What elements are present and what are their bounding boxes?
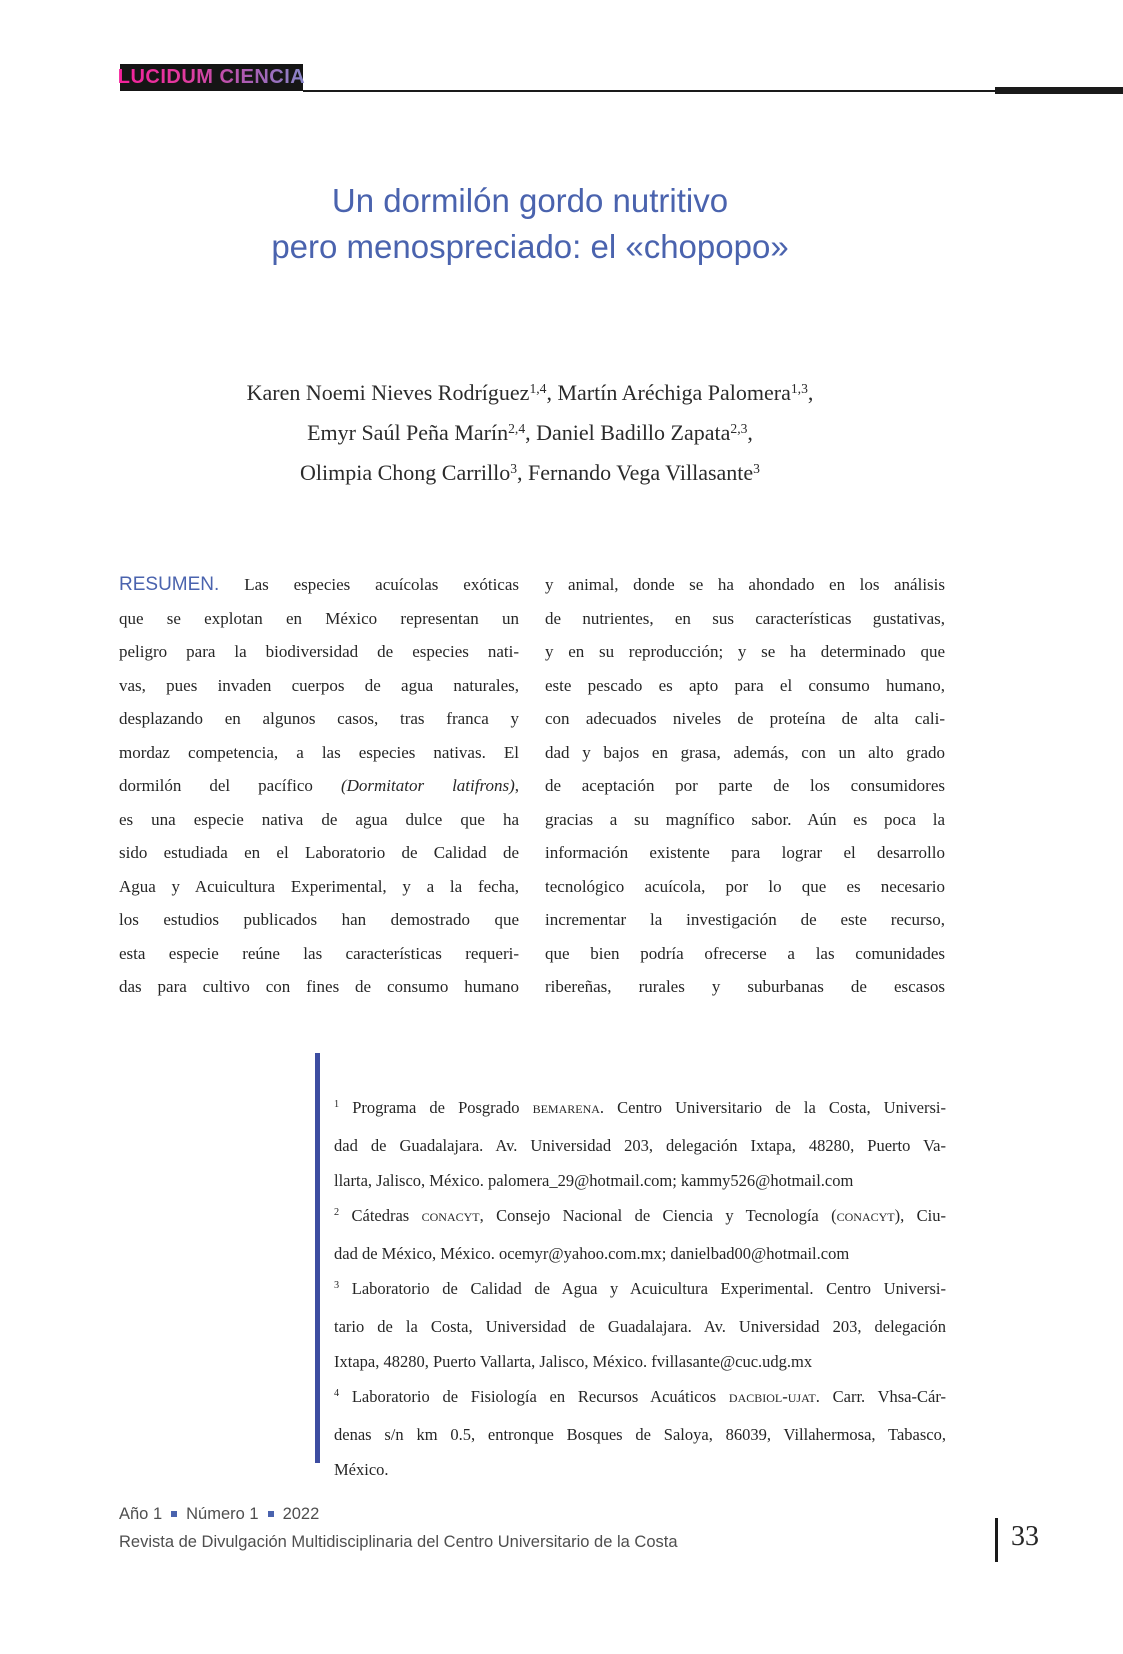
text-segment: ), Ciu- — [894, 1206, 946, 1225]
abstract-column-left — [119, 568, 519, 1004]
abstract-line: desplazando en algunos casos, tras franca y — [119, 709, 519, 728]
article-title — [119, 178, 941, 270]
text-segment: , — [514, 776, 519, 795]
bullet-square-icon — [268, 1511, 274, 1517]
text-segment: Olimpia Chong Carrillo — [300, 460, 511, 485]
journal-name: Revista de Divulgación Multidisciplinaria del Centro Universitario de la Costa — [119, 1533, 678, 1551]
abstract-line: de nutrientes, en sus características gustativas, — [545, 608, 945, 628]
abstract-line: que se explotan en México representan un — [119, 608, 519, 628]
footnote-line: denas s/n km 0.5, entronque Bosques de Saloya, 86039, Villahermosa, Tabasco, — [334, 1425, 946, 1444]
abstract-line: de aceptación por parte de los consumidores — [545, 776, 945, 795]
text-segment-sc: conacyt — [836, 1206, 895, 1225]
article-title-line: pero menospreciado: el «chopopo» — [271, 228, 789, 265]
journal-logo-text: LUCIDUM CIENCIA — [117, 66, 306, 88]
text-segment-sup: 2,4 — [508, 420, 526, 436]
text-segment-sup: 3 — [510, 460, 518, 476]
text-segment-label: RESUMEN. — [119, 574, 220, 595]
issue-info — [119, 1502, 678, 1526]
issue-date: 2022 — [282, 1505, 320, 1523]
abstract-line: ribereñas, rurales y suburbanas de escasos — [545, 977, 945, 996]
abstract-line: tecnológico acuícola, por lo que es necesario — [545, 876, 945, 896]
footnote-line: tario de la Costa, Universidad de Guadalajara. Av. Universidad 203, delegación — [334, 1317, 946, 1336]
text-segment-i: (Dormitator latifrons) — [340, 776, 515, 795]
text-segment: , Martín Aréchiga Palomera — [546, 380, 791, 405]
footnote-line: llarta, Jalisco, México. palomera_29@hotmail.com; kammy526@hotmail.com — [334, 1171, 854, 1190]
journal-logo — [117, 64, 306, 91]
abstract-line: incrementar la investigación de este recurso, — [545, 910, 945, 929]
text-segment: Emyr Saúl Peña Marín — [307, 420, 509, 445]
abstract-line: es una especie nativa de agua dulce que ha — [119, 809, 519, 829]
text-segment: Las especies acuícolas exóticas — [219, 575, 519, 594]
text-segment-sc: bemarena — [532, 1098, 600, 1117]
text-segment-sup: 3 — [753, 460, 760, 476]
text-segment: Programa de Posgrado — [339, 1098, 533, 1117]
author-line — [119, 454, 941, 494]
header-rule-accent — [995, 87, 1123, 94]
author-line — [119, 374, 941, 414]
abstract-line: con adecuados niveles de proteína de alta cali- — [545, 709, 945, 728]
abstract-line: Agua y Acuicultura Experimental, y a la fecha, — [119, 876, 519, 896]
abstract-line: gracias a su magnífico sabor. Aún es poca la — [545, 809, 945, 829]
abstract-line: mordaz competencia, a las especies nativas. El — [119, 742, 519, 762]
article-title-line: Un dormilón gordo nutritivo — [331, 182, 729, 219]
abstract-line: das para cultivo con fines de consumo humano — [119, 977, 519, 996]
abstract-line: dad y bajos en grasa, además, con un alto grado — [545, 742, 945, 762]
text-segment-sup: 3 — [334, 1280, 340, 1292]
text-segment: , Fernando Vega Villasante — [517, 460, 754, 485]
text-segment-sc: dacbiol-ujat — [728, 1387, 816, 1406]
footnotes-bar — [315, 1053, 320, 1463]
abstract-line: este pescado es apto para el consumo humano, — [545, 675, 945, 695]
text-segment: Laboratorio de Calidad de Agua y Acuicultura Experimental. Centro Universi- — [339, 1279, 946, 1298]
text-segment-sup: 2,3 — [730, 420, 748, 436]
text-segment-sc: conacyt — [421, 1206, 480, 1225]
abstract-line — [119, 769, 519, 803]
text-segment-sup: 1 — [334, 1099, 340, 1111]
footnote-line: México. — [334, 1460, 389, 1479]
abstract-line: vas, pues invaden cuerpos de agua naturales, — [119, 675, 519, 695]
abstract-line: y en su reproducción; y se ha determinado que — [545, 642, 945, 661]
bullet-square-icon — [171, 1511, 177, 1517]
text-segment: Cátedras — [339, 1206, 422, 1225]
page-number-bar — [995, 1518, 998, 1562]
footnote-line — [334, 1090, 946, 1128]
abstract-line: sido estudiada en el Laboratorio de Calidad de — [119, 843, 519, 862]
text-segment: Karen Noemi Nieves Rodríguez — [246, 380, 530, 405]
footnote-line: Ixtapa, 48280, Puerto Vallarta, Jalisco, México. fvillasante@cuc.udg.mx — [334, 1352, 813, 1371]
abstract-line: información existente para lograr el desarrollo — [545, 843, 945, 862]
footnotes — [334, 1090, 946, 1487]
footnote-line: dad de Guadalajara. Av. Universidad 203, delegación Ixtapa, 48280, Puerto Va- — [334, 1136, 946, 1155]
text-segment-sup: 1,3 — [790, 380, 808, 396]
footnote-line: dad de México, México. ocemyr@yahoo.com.mx; danielbad00@hotmail.com — [334, 1244, 850, 1263]
text-segment: . Centro Universitario de la Costa, Universi- — [599, 1098, 947, 1117]
footnote-line — [334, 1198, 946, 1236]
issue-number: Número 1 — [186, 1505, 259, 1523]
abstract-line: esta especie reúne las características requeri- — [119, 943, 519, 963]
abstract-line: que bien podría ofrecerse a las comunidades — [545, 943, 945, 963]
text-segment: , — [747, 420, 753, 445]
abstract-line — [119, 568, 519, 602]
masthead — [117, 64, 1123, 98]
text-segment-sup: 2 — [334, 1207, 340, 1219]
abstract-column-right — [545, 568, 945, 1004]
footnote-line — [334, 1271, 946, 1309]
text-segment: Laboratorio de Fisiología en Recursos Acuáticos — [339, 1387, 729, 1406]
issue-year: Año 1 — [119, 1505, 163, 1523]
author-line — [119, 414, 941, 454]
footnote-line — [334, 1379, 946, 1417]
page-footer — [119, 1502, 678, 1554]
page-number: 33 — [1011, 1521, 1039, 1552]
text-segment: , — [807, 380, 814, 405]
text-segment: , Daniel Badillo Zapata — [525, 420, 731, 445]
abstract-line: los estudios publicados han demostrado que — [119, 910, 519, 929]
text-segment: . Carr. Vhsa-Cár- — [815, 1387, 946, 1406]
text-segment: , Consejo Nacional de Ciencia y Tecnología ( — [479, 1206, 837, 1225]
abstract-line: y animal, donde se ha ahondado en los análisis — [545, 575, 945, 594]
abstract-line: peligro para la biodiversidad de especies nati- — [119, 642, 519, 661]
authors — [119, 374, 941, 494]
text-segment-sup: 1,4 — [529, 380, 547, 396]
text-segment-sup: 4 — [334, 1388, 340, 1400]
text-segment: dormilón del pacífico — [119, 776, 341, 795]
